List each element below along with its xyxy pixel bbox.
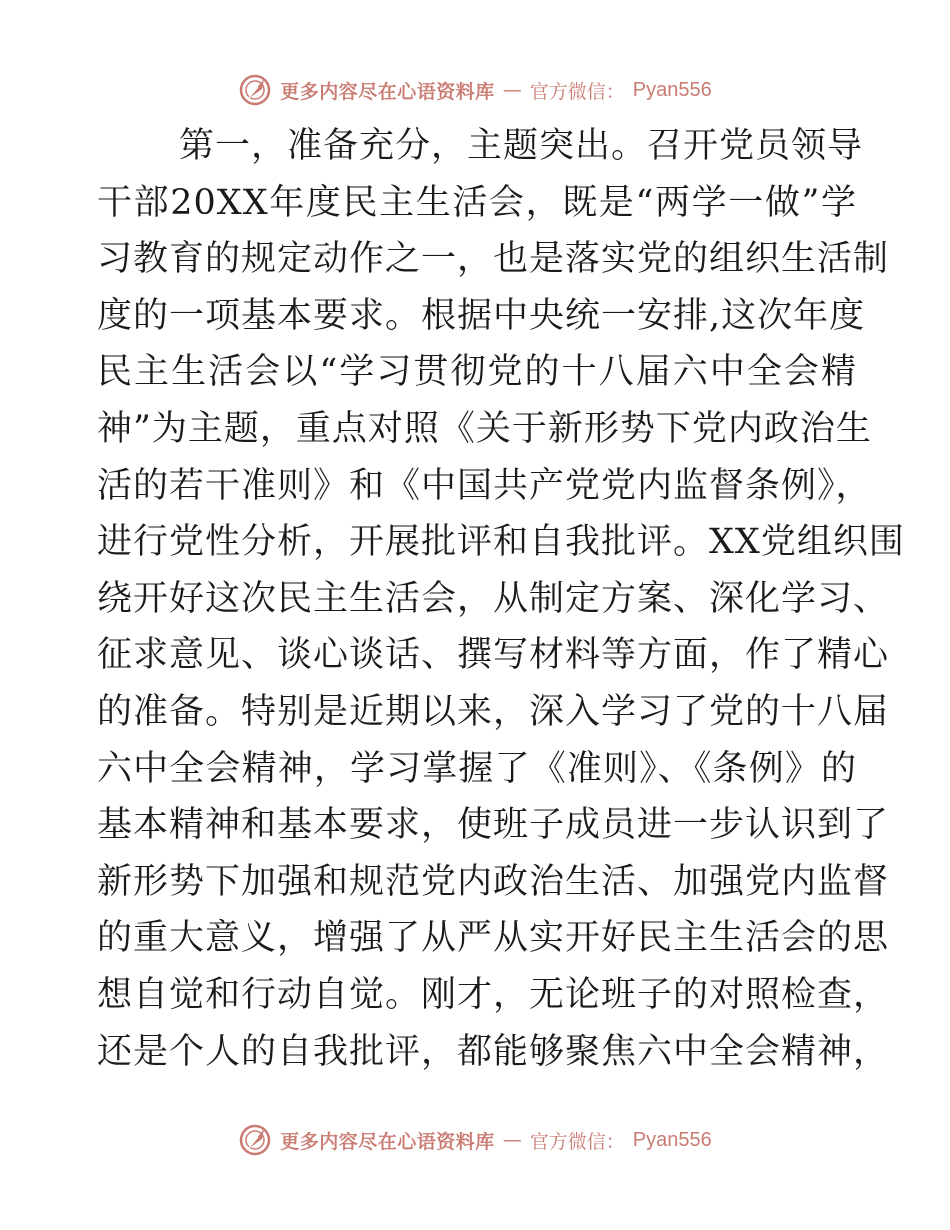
watermark-dash: — [502,1129,522,1151]
watermark-wechat-label: 官方微信： [529,80,625,103]
text-line: 新形势下加强和规范党内政治生活、加强党内监督 [97,861,890,902]
quill-pen-logo-icon [238,73,272,107]
watermark-text: 更多内容尽在心语资料库 [280,1130,495,1153]
text-line: 第一，准备充分，主题突出。召开党员领导 [179,126,864,166]
text-line: 六中全会精神，学习掌握了《准则》、《条例》的 [97,748,857,789]
header-watermark [0,70,950,110]
text-line: 进行党性分析，开展批评和自我批评。XX党组织围 [97,522,905,563]
text-line: 还是个人的自我批评，都能够聚焦六中全会精神， [97,1031,890,1072]
body-paragraph [97,118,905,1080]
text-line: 活的若干准则》和《中国共产党党内监督条例》， [97,465,872,506]
watermark-dash: — [502,79,522,101]
text-line: 征求意见、谈心谈话、撰写材料等方面，作了精心 [97,635,890,676]
watermark-wechat-label: 官方微信： [529,1130,625,1153]
text-line: 基本精神和基本要求，使班子成员进一步认识到了 [97,805,890,846]
watermark-wechat-id: Pyan556 [632,78,712,101]
quill-pen-logo-icon [238,1123,272,1157]
text-line: 度的一项基本要求。根据中央统一安排,这次年度 [97,295,866,336]
text-line: 干部20XX年度民主生活会，既是“两学一做”学 [97,182,857,223]
text-line: 习教育的规定动作之一，也是落实党的组织生活制 [97,239,890,280]
text-line: 绕开好这次民主生活会，从制定方案、深化学习、 [97,578,890,619]
watermark-text: 更多内容尽在心语资料库 [280,80,495,103]
text-line: 神”为主题，重点对照《关于新形势下党内政治生 [97,408,872,449]
footer-watermark [0,1120,950,1160]
text-line: 的重大意义，增强了从严从实开好民主生活会的思 [97,918,890,959]
text-line: 民主生活会以“学习贯彻党的十八届六中全会精 [97,352,857,393]
text-line: 的准备。特别是近期以来，深入学习了党的十八届 [97,691,890,732]
text-line: 想自觉和行动自觉。刚才，无论班子的对照检查， [97,974,890,1015]
watermark-wechat-id: Pyan556 [632,1128,712,1151]
